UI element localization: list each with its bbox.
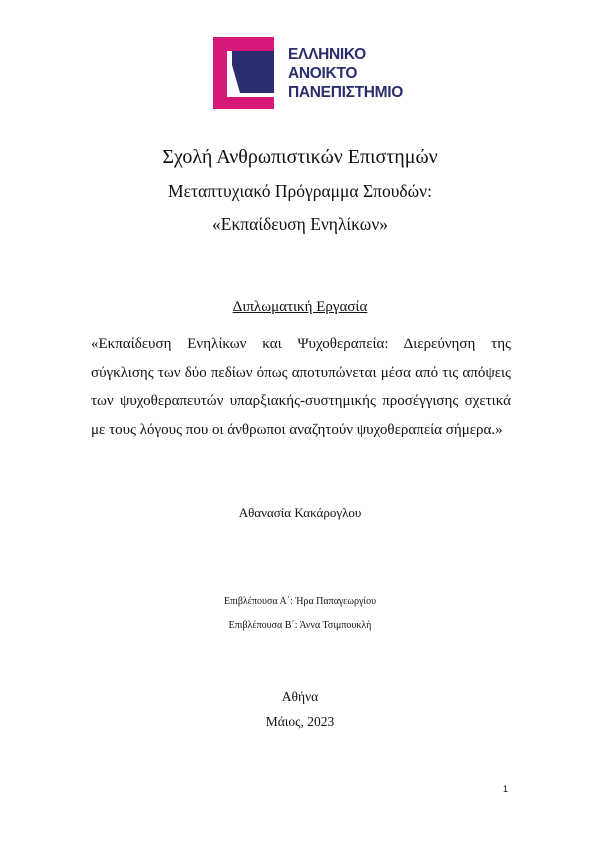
university-logo	[210, 35, 410, 111]
date: Μάιος, 2023	[265, 714, 335, 729]
supervisor-b: Επιβλέπουσα Β΄: Άννα Τσιμπουκλή	[228, 620, 372, 631]
page-number: 1	[503, 784, 509, 794]
logo-mark-icon	[210, 35, 282, 111]
logo-text	[288, 45, 403, 102]
course-name: «Εκπαίδευση Ενηλίκων»	[212, 214, 388, 234]
logo-line-3: ΠΑΝΕΠΙΣΤΗΜΙΟ	[288, 84, 404, 101]
city: Αθήνα	[281, 689, 319, 704]
document-type: Διπλωματική Εργασία	[232, 299, 368, 315]
program-name: Μεταπτυχιακό Πρόγραμμα Σπουδών:	[168, 181, 432, 201]
supervisor-a: Επιβλέπουσα Α΄: Ήρα Παπαγεωργίου	[223, 596, 377, 607]
author-name: Αθανασία Κακάρογλου	[238, 505, 362, 520]
logo-line-1: ΕΛΛΗΝΙΚΟ	[288, 46, 366, 63]
logo-line-2: ΑΝΟΙΚΤΟ	[288, 65, 358, 82]
school-name: Σχολή Ανθρωπιστικών Επιστημών	[162, 146, 438, 168]
thesis-title: «Εκπαίδευση Ενηλίκων και Ψυχοθεραπεία: Διερεύνηση της σύγκλισης των δύο πεδίων όπως αποτυπώνεται μέσα από τις απόψεις των ψυχοθεραπευτών υπαρξιακής-συστημικής προσέγγισης σχετικά με τους λόγους που οι άνθρωποι αναζητούν ψυχοθεραπεία σήμερα.»	[91, 336, 511, 438]
